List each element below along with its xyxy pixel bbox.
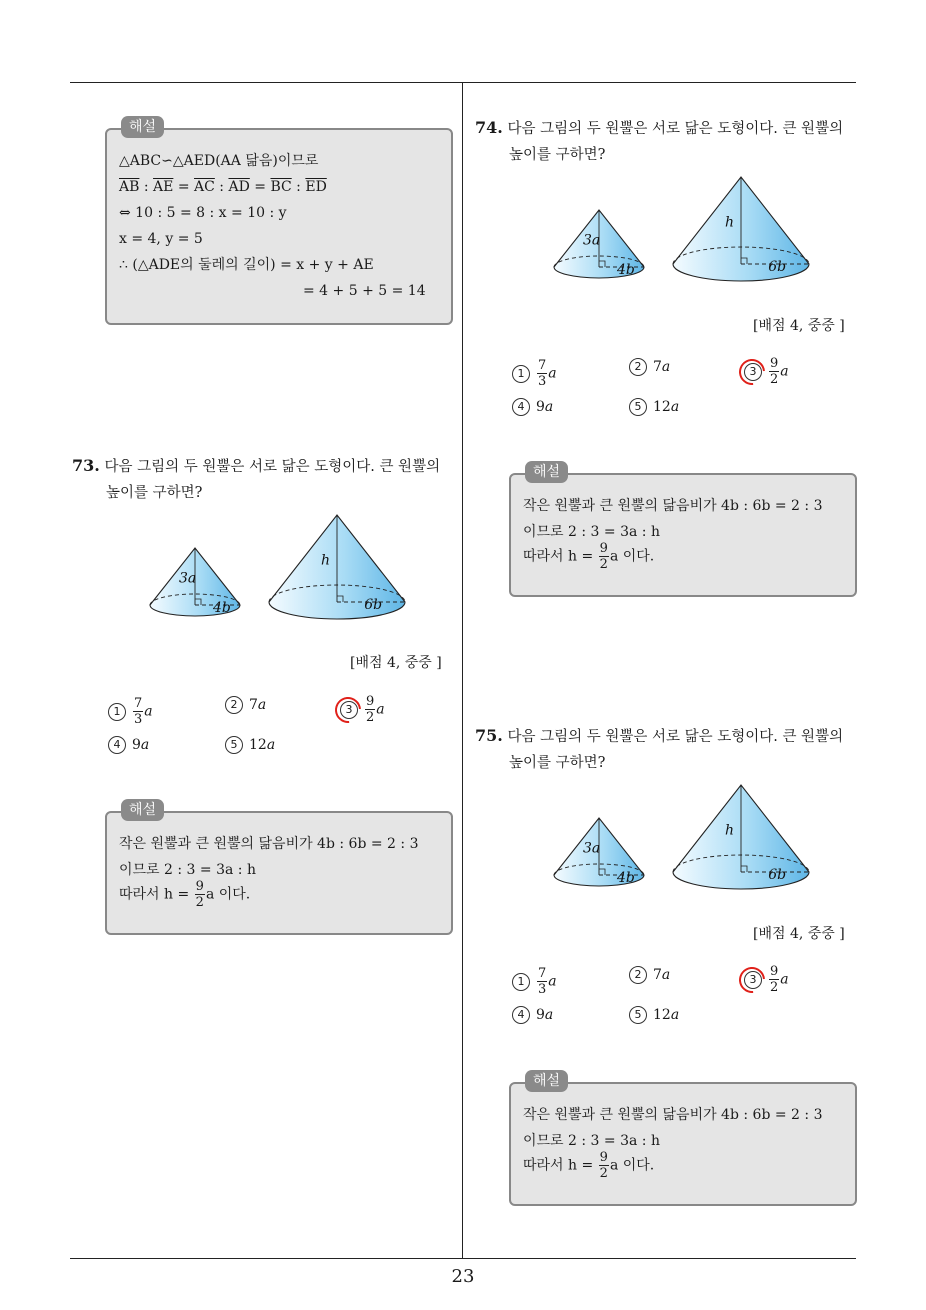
option-number: 5 [629, 1006, 647, 1024]
small-cone [554, 818, 644, 886]
option-3[interactable]: 3 $\frac{9}{2}$ a [744, 964, 789, 995]
large-cone [673, 177, 809, 281]
small-height-label: 3a [179, 570, 197, 587]
column-divider [462, 83, 463, 1258]
large-height-label: h [321, 552, 331, 569]
option-number: 1 [512, 973, 530, 991]
question-text: 73. 다음 그림의 두 원뿔은 서로 닮은 도형이다. 큰 원뿔의 [72, 456, 441, 475]
page-number: 23 [451, 1266, 475, 1287]
large-height-label: h [725, 214, 735, 231]
option-text: 12a [249, 737, 276, 753]
large-radius-label: 6b [768, 259, 787, 275]
question-text: 74. 다음 그림의 두 원뿔은 서로 닮은 도형이다. 큰 원뿔의 [475, 118, 844, 137]
solution-box-72 [105, 119, 453, 325]
option-number: 4 [512, 1006, 530, 1024]
solution-line: ∴ (△ADE의 둘레의 길이) = x + y + AE [119, 257, 374, 273]
solution-line: x = 4, y = 5 [119, 231, 203, 247]
question-text-line2: 높이를 구하면? [509, 755, 606, 771]
small-radius-label: 4b [617, 870, 635, 886]
option-fraction: $\frac{9}{2}$ [366, 694, 375, 725]
option-text: 9a [132, 737, 150, 753]
option-fraction: $\frac{7}{3}$ [538, 358, 547, 389]
option-number: 1 [108, 703, 126, 721]
option-1[interactable]: 1 $\frac{7}{3}$ a [512, 358, 557, 389]
question-number: 74. [475, 118, 503, 137]
option-text: 7a [249, 697, 267, 713]
cones-svg [145, 512, 415, 632]
option-fraction: $\frac{7}{3}$ [134, 696, 143, 727]
option-2[interactable] [629, 358, 670, 376]
solution-line: 따라서 h = $\frac{9}{2}$ a 이다. [523, 1150, 655, 1181]
option-3[interactable]: 3 $\frac{9}{2}$ a [744, 356, 789, 387]
option-4[interactable] [512, 1006, 553, 1024]
solution-box-74 [509, 464, 857, 597]
score-label: [배점 4, 중중 ] [753, 926, 845, 942]
option-fraction: $\frac{9}{2}$ [770, 964, 779, 995]
option-text: 7a [653, 967, 671, 983]
option-number: 2 [629, 358, 647, 376]
solution-line: 이므로 2 : 3 = 3a : h [523, 524, 660, 540]
solution-line: = 4 + 5 + 5 = 14 [303, 283, 426, 299]
top-rule [70, 82, 856, 83]
question-text-line2: 높이를 구하면? [509, 147, 606, 163]
small-cone [150, 548, 240, 616]
solution-tag: 해설 [121, 116, 164, 138]
solution-line: 따라서 h = $\frac{9}{2}$ a 이다. [523, 541, 655, 572]
option-1[interactable]: 1 $\frac{7}{3}$ a [108, 696, 153, 727]
question-text-line2: 높이를 구하면? [106, 485, 203, 501]
large-height-label: h [725, 822, 735, 839]
cone-figure [145, 512, 415, 636]
bottom-rule [70, 1258, 856, 1259]
cone-figure [549, 782, 819, 906]
option-2[interactable] [629, 966, 670, 984]
option-text: 9a [536, 1007, 554, 1023]
large-radius-label: 6b [768, 867, 787, 883]
score-label: [배점 4, 중중 ] [350, 655, 442, 671]
option-1[interactable]: 1 $\frac{7}{3}$ a [512, 966, 557, 997]
option-number: 4 [512, 398, 530, 416]
option-text: 12a [653, 399, 680, 415]
option-5[interactable] [225, 736, 275, 754]
option-3[interactable]: 3 $\frac{9}{2}$ a [340, 694, 385, 725]
option-2[interactable] [225, 696, 266, 714]
solution-tag: 해설 [525, 1070, 568, 1092]
cones-svg [549, 782, 819, 902]
option-4[interactable] [512, 398, 553, 416]
option-number: 3 [340, 701, 358, 719]
answer-mark [734, 354, 771, 391]
cones-svg [549, 174, 819, 294]
option-5[interactable] [629, 398, 679, 416]
small-radius-label: 4b [213, 600, 231, 616]
score-label: [배점 4, 중중 ] [753, 318, 845, 334]
question-text: 75. 다음 그림의 두 원뿔은 서로 닮은 도형이다. 큰 원뿔의 [475, 726, 844, 745]
option-number: 3 [744, 971, 762, 989]
option-number: 4 [108, 736, 126, 754]
solution-line: 작은 원뿔과 큰 원뿔의 닮음비가 4b : 6b = 2 : 3 [523, 498, 823, 514]
solution-line: ⇔ 10 : 5 = 8 : x = 10 : y [119, 205, 287, 221]
solution-line: 이므로 2 : 3 = 3a : h [119, 862, 256, 878]
small-radius-label: 4b [617, 262, 635, 278]
solution-tag: 해설 [525, 461, 568, 483]
answer-mark [734, 962, 771, 999]
small-cone [554, 210, 644, 278]
small-height-label: 3a [583, 840, 601, 857]
small-height-label: 3a [583, 232, 601, 249]
question-number: 75. [475, 726, 503, 745]
option-5[interactable] [629, 1006, 679, 1024]
solution-line: 작은 원뿔과 큰 원뿔의 닮음비가 4b : 6b = 2 : 3 [523, 1107, 823, 1123]
question-number: 73. [72, 456, 100, 475]
option-fraction: $\frac{7}{3}$ [538, 966, 547, 997]
large-radius-label: 6b [364, 597, 383, 613]
large-cone [269, 515, 405, 619]
solution-line: △ABC∽△AED(AA 닮음)이므로 [119, 153, 319, 169]
cone-figure [549, 174, 819, 298]
option-number: 3 [744, 363, 762, 381]
option-4[interactable] [108, 736, 149, 754]
option-text: 9a [536, 399, 554, 415]
option-number: 2 [629, 966, 647, 984]
solution-box-75 [509, 1073, 857, 1206]
option-fraction: $\frac{9}{2}$ [770, 356, 779, 387]
option-number: 5 [225, 736, 243, 754]
solution-box-73 [105, 802, 453, 935]
option-text: 12a [653, 1007, 680, 1023]
solution-line-ratios: $\overline{AB}$ : $\overline{AE} = \overline{AC}$ : $\overline{AD} = \overline{BC}$ : $\overline{ED}$ [119, 179, 327, 195]
large-cone [673, 785, 809, 889]
answer-mark [330, 692, 367, 729]
solution-tag: 해설 [121, 799, 164, 821]
solution-line: 이므로 2 : 3 = 3a : h [523, 1133, 660, 1149]
solution-line: 따라서 h = $\frac{9}{2}$ a 이다. [119, 879, 251, 910]
solution-line: 작은 원뿔과 큰 원뿔의 닮음비가 4b : 6b = 2 : 3 [119, 836, 419, 852]
option-number: 2 [225, 696, 243, 714]
option-number: 5 [629, 398, 647, 416]
option-text: 7a [653, 359, 671, 375]
option-number: 1 [512, 365, 530, 383]
